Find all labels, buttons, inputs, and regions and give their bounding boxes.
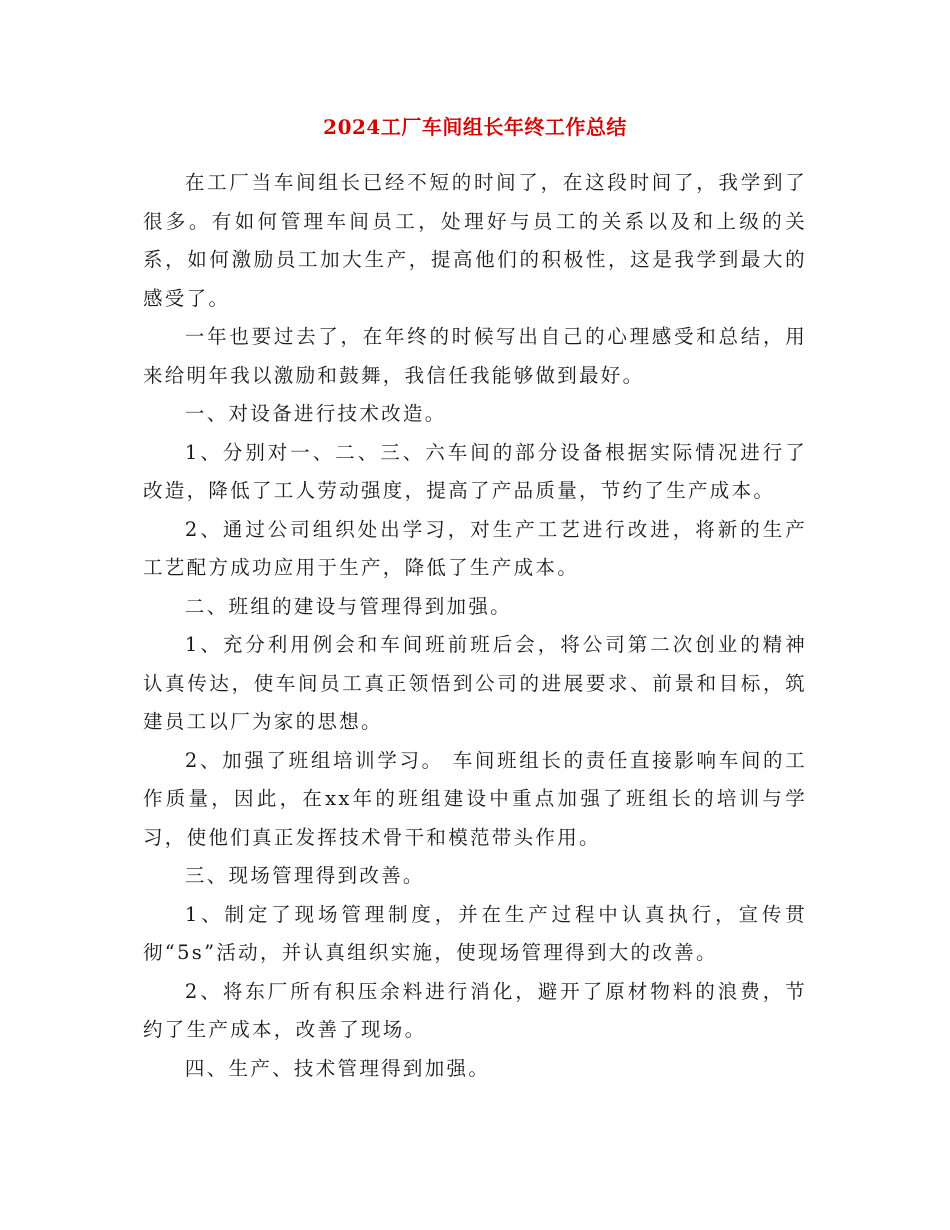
list-item: 1、分别对一、二、三、六车间的部分设备根据实际情况进行了改造，降低了工人劳动强度，提高了产品质量，节约了生产成本。 — [143, 440, 807, 502]
document-title: 2024工厂车间组长年终工作总结 — [323, 115, 627, 139]
list-item: 2、通过公司组织处出学习，对生产工艺进行改进，将新的生产工艺配方成功应用于生产，降低了生产成本。 — [143, 517, 807, 579]
body-paragraph: 在工厂当车间组长已经不短的时间了，在这段时间了，我学到了很多。有如何管理车间员工，处理好与员工的关系以及和上级的关系，如何激励员工加大生产，提高他们的积极性，这是我学到最大的感受了。 — [143, 171, 807, 310]
list-item: 2、加强了班组培训学习。 车间班组长的责任直接影响车间的工作质量，因此，在xx年的班组建设中重点加强了班组长的培训与学习，使他们真正发挥技术骨干和模范带头作用。 — [143, 748, 807, 849]
list-item: 1、制定了现场管理制度，并在生产过程中认真执行，宣传贯彻“5s”活动，并认真组织实施，使现场管理得到大的改善。 — [143, 902, 807, 964]
list-item: 2、将东厂所有积压余料进行消化，避开了原材物料的浪费，节约了生产成本，改善了现场。 — [143, 979, 807, 1041]
document-body — [143, 164, 807, 1088]
section-heading: 一、对设备进行技术改造。 — [184, 402, 447, 425]
section-heading: 三、现场管理得到改善。 — [184, 864, 425, 887]
section-heading: 四、生产、技术管理得到加强。 — [184, 1056, 491, 1080]
body-paragraph: 一年也要过去了，在年终的时候写出自己的心理感受和总结，用来给明年我以激励和鼓舞，我信任我能够做到最好。 — [143, 325, 807, 387]
list-item: 1、充分利用例会和车间班前班后会，将公司第二次创业的精神认真传达，使车间员工真正领悟到公司的进展要求、前景和目标，筑建员工以厂为家的思想。 — [143, 633, 807, 733]
section-heading: 二、班组的建设与管理得到加强。 — [184, 594, 512, 618]
